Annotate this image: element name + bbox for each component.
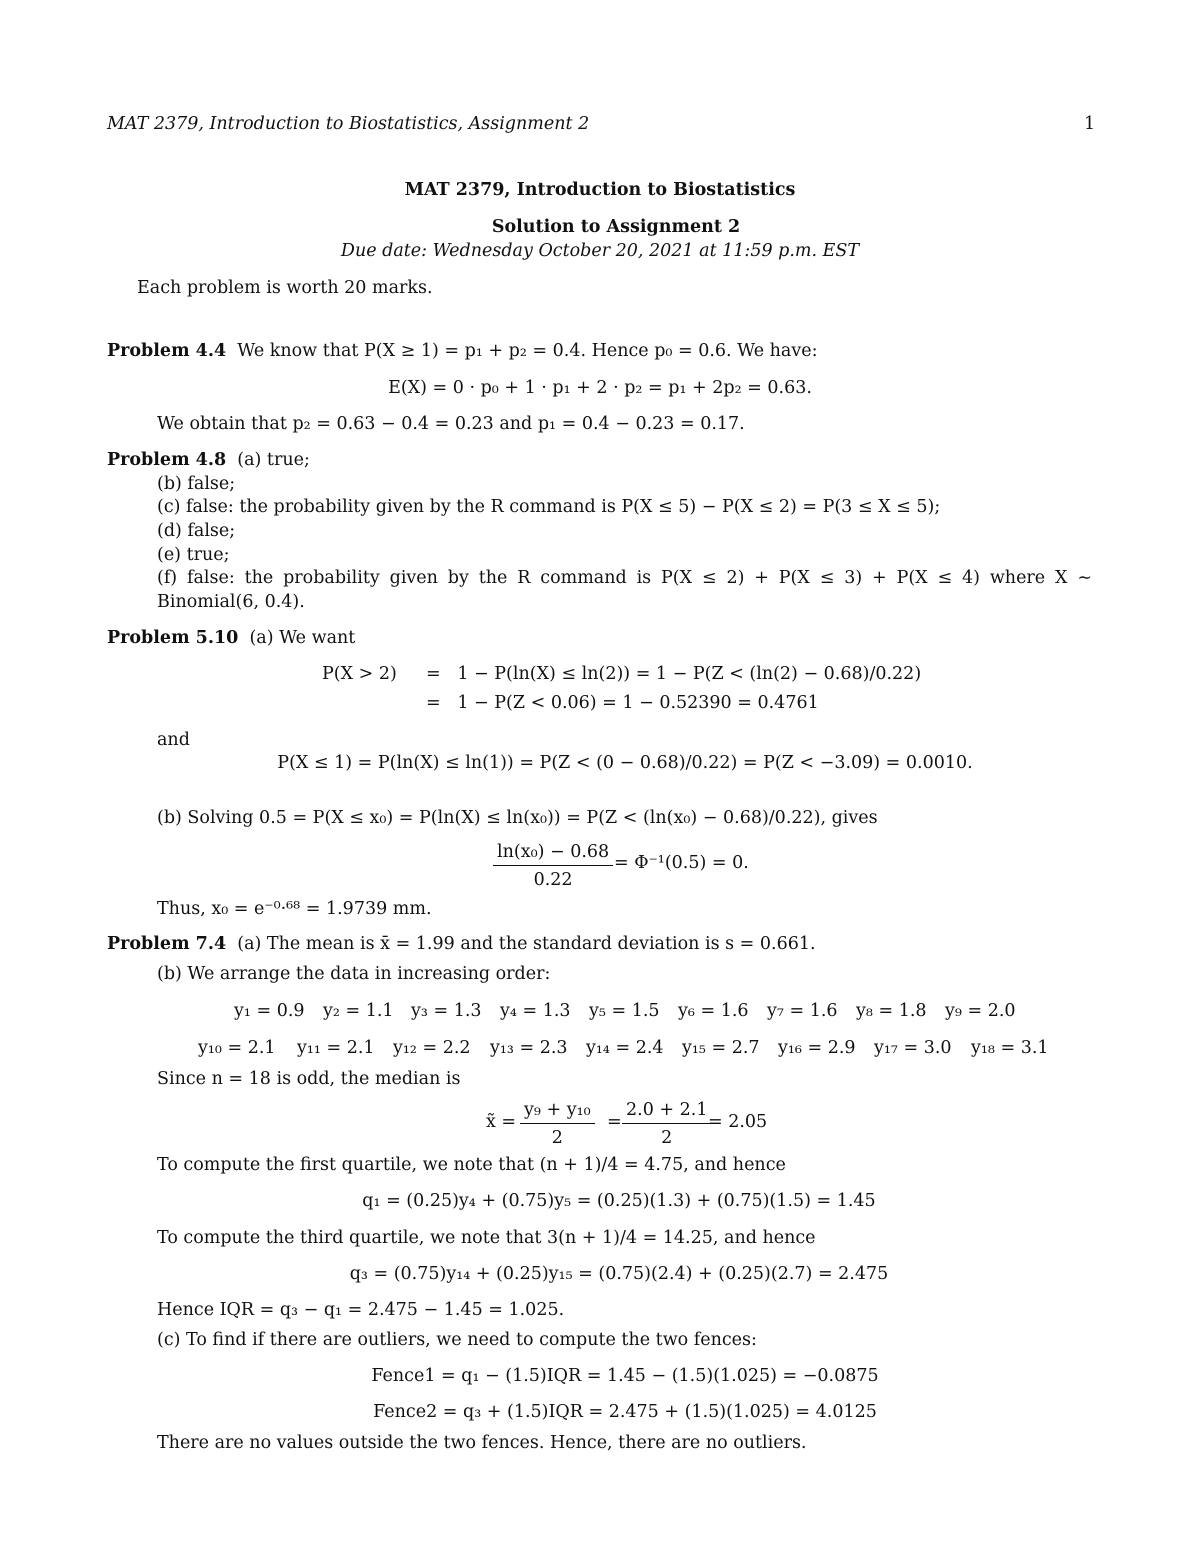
data-value: y₃ = 1.3 [411,1001,482,1021]
problem-7-4-label: Problem 7.4 [107,934,227,954]
problem-4-4-conclusion: We obtain that p₂ = 0.63 − 0.4 = 0.23 and p₁ = 0.4 − 0.23 = 0.17. [157,414,745,434]
running-header-title: MAT 2379, Introduction to Biostatistics, Assignment 2 [107,114,590,134]
problem-5-10-a-intro: (a) We want [249,628,356,648]
fraction-numerator: 2.0 + 2.1 [622,1100,711,1124]
data-value: y₁₈ = 3.1 [971,1038,1049,1058]
data-value: y₁₂ = 2.2 [393,1038,471,1058]
fence1-equation: Fence1 = q₁ − (1.5)IQR = 1.45 − (1.5)(1.025) = −0.0875 [371,1366,879,1386]
median-equals: = [607,1112,622,1132]
due-date: Due date: Wednesday October 20, 2021 at 11:59 p.m. EST [340,241,860,261]
problem-4-4-intro-text: We know that P(X ≥ 1) = p₁ + p₂ = 0.4. Hence p₀ = 0.6. We have: [237,341,818,361]
data-value: y₁ = 0.9 [234,1001,305,1021]
eq1-rhs-line1: = 1 − P(ln(X) ≤ ln(2)) = 1 − P(Z < (ln(2) − 0.68)/0.22) [426,664,922,684]
median-lhs: x̃ = [486,1112,517,1132]
eq1-rhs-line2: = 1 − P(Z < 0.06) = 1 − 0.52390 = 0.4761 [426,693,819,713]
outliers-conclusion: There are no values outside the two fences. Hence, there are no outliers. [157,1433,807,1453]
median-intro: Since n = 18 is odd, the median is [157,1069,461,1089]
problem-4-4-label: Problem 4.4 [107,341,227,361]
data-value: y₆ = 1.6 [678,1001,749,1021]
problem-4-8-label: Problem 4.8 [107,450,227,470]
eq2: P(X ≤ 1) = P(ln(X) ≤ ln(1)) = P(Z < (0 − 0.68)/0.22) = P(Z < −3.09) = 0.0010. [277,753,973,773]
problem-4-8-a: (a) true; [237,450,310,470]
data-value: y₁₁ = 2.1 [297,1038,375,1058]
q1-equation: q₁ = (0.25)y₄ + (0.75)y₅ = (0.25)(1.3) + (0.75)(1.5) = 1.45 [362,1191,876,1211]
problem-4-8-b: (b) false; [157,474,236,494]
problem-7-4-b-intro: (b) We arrange the data in increasing order: [157,964,551,984]
marks-note: Each problem is worth 20 marks. [137,278,433,298]
data-value: y₁₅ = 2.7 [682,1038,760,1058]
problem-4-4-intro [107,343,818,361]
fraction-denominator: 0.22 [533,870,573,890]
problem-7-4-intro [107,936,816,954]
fraction-denominator: 2 [661,1128,673,1148]
problem-4-8-line-a [107,452,310,470]
data-value: y₁₄ = 2.4 [586,1038,664,1058]
problem-4-8-f-line2: Binomial(6, 0.4). [157,592,305,612]
median-rhs: = 2.05 [708,1112,768,1132]
data-value: y₁₇ = 3.0 [874,1038,952,1058]
median-fraction-2 [622,1100,711,1148]
problem-7-4-a: (a) The mean is x̄ = 1.99 and the standard deviation is s = 0.661. [237,934,816,954]
course-title: MAT 2379, Introduction to Biostatistics [404,180,796,200]
problem-4-8-f-line1: (f) false: the probability given by the R command is P(X ≤ 2) + P(X ≤ 3) + P(X ≤ 4) where X ∼ [157,568,1092,588]
data-value: y₂ = 1.1 [323,1001,394,1021]
page-number: 1 [1084,114,1096,134]
data-value: y₁₆ = 2.9 [778,1038,856,1058]
data-value: y₉ = 2.0 [945,1001,1016,1021]
fraction-denominator: 2 [551,1128,563,1148]
fraction-numerator: y₉ + y₁₀ [520,1100,595,1124]
q3-intro: To compute the third quartile, we note that 3(n + 1)/4 = 14.25, and hence [157,1228,816,1248]
problem-4-8-e: (e) true; [157,545,230,565]
data-value: y₇ = 1.6 [767,1001,838,1021]
problem-5-10-intro [107,630,355,648]
fraction-numerator: ln(x₀) − 0.68 [493,842,613,866]
fraction-rhs: = Φ⁻¹(0.5) = 0. [614,853,749,873]
problem-5-10-b-intro: (b) Solving 0.5 = P(X ≤ x₀) = P(ln(X) ≤ ln(x₀)) = P(Z < (ln(x₀) − 0.68)/0.22), gives [157,808,878,828]
eq1-lhs: P(X > 2) [322,664,397,684]
problem-5-10-label: Problem 5.10 [107,628,239,648]
q3-equation: q₃ = (0.75)y₁₄ + (0.25)y₁₅ = (0.75)(2.4) + (0.25)(2.7) = 2.475 [349,1264,889,1284]
and-word: and [157,730,190,750]
problem-4-8-d: (d) false; [157,521,236,541]
median-fraction-1 [520,1100,595,1148]
problem-4-8-c: (c) false: the probability given by the R command is P(X ≤ 5) − P(X ≤ 2) = P(3 ≤ X ≤ 5); [157,497,941,517]
problem-5-10-thus: Thus, x₀ = e⁻⁰·⁶⁸ = 1.9739 mm. [157,899,432,919]
problem-4-4-equation: E(X) = 0 · p₀ + 1 · p₁ + 2 · p₂ = p₁ + 2p₂ = 0.63. [388,378,812,398]
data-value: y₁₃ = 2.3 [490,1038,568,1058]
data-value: y₅ = 1.5 [589,1001,660,1021]
data-value: y₈ = 1.8 [856,1001,927,1021]
solution-subtitle: Solution to Assignment 2 [491,217,741,237]
iqr-line: Hence IQR = q₃ − q₁ = 2.475 − 1.45 = 1.025. [157,1300,565,1320]
fraction-lnx0 [493,842,613,890]
outliers-intro: (c) To find if there are outliers, we need to compute the two fences: [157,1330,757,1350]
fence2-equation: Fence2 = q₃ + (1.5)IQR = 2.475 + (1.5)(1.025) = 4.0125 [373,1402,877,1422]
data-value: y₁₀ = 2.1 [198,1038,276,1058]
data-value: y₄ = 1.3 [500,1001,571,1021]
q1-intro: To compute the first quartile, we note that (n + 1)/4 = 4.75, and hence [157,1155,786,1175]
